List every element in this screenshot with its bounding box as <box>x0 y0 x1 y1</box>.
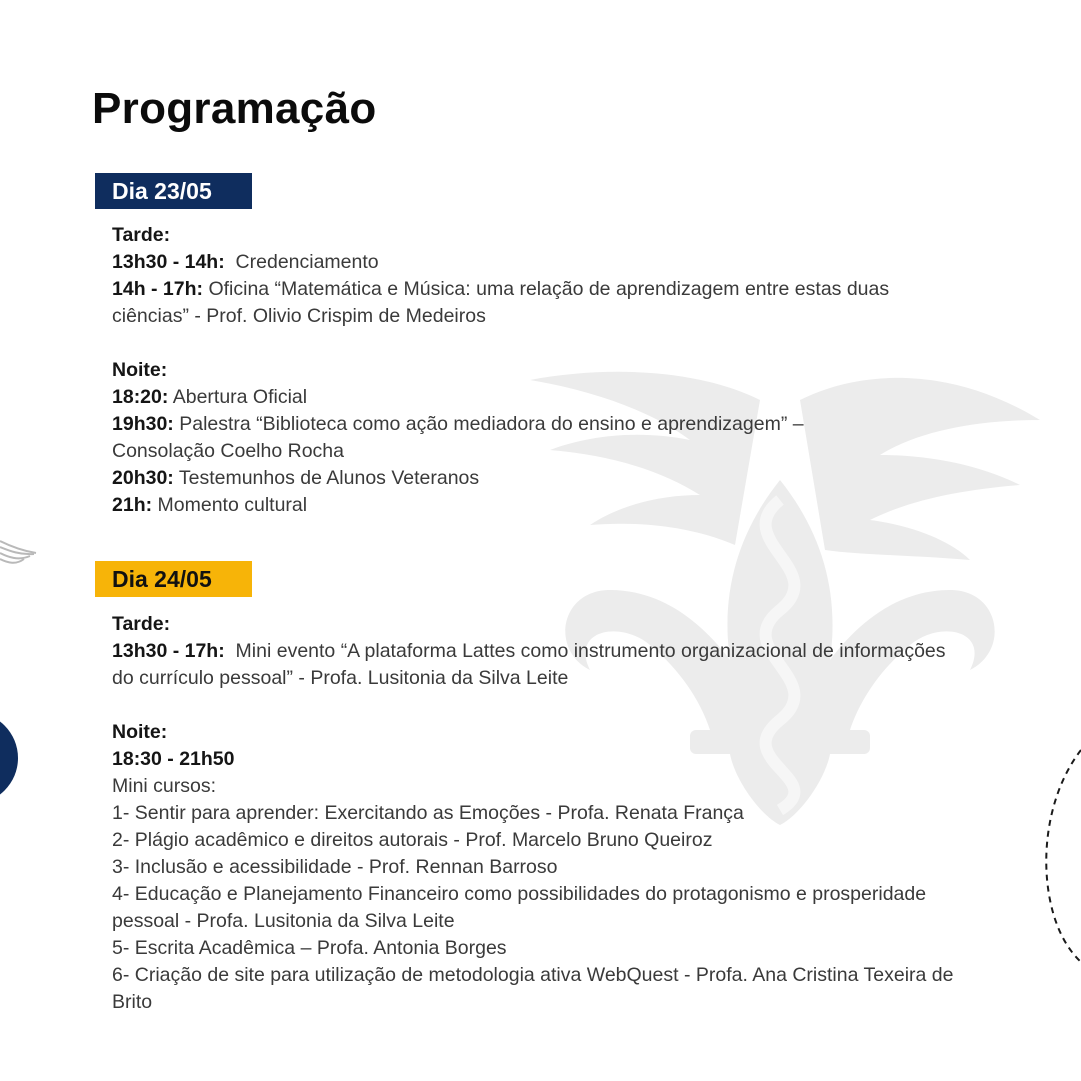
schedule-item <box>112 384 962 411</box>
day2-night-section <box>112 719 962 1016</box>
course-item: 4- Educação e Planejamento Financeiro como possibilidades do protagonismo e prosperidade pessoal - Profa. Lusitonia da Silva Leite <box>112 883 927 932</box>
day1-afternoon-section <box>112 222 962 330</box>
schedule-time: 13h30 - 17h: <box>112 640 225 662</box>
schedule-item <box>112 276 962 330</box>
schedule-time: 19h30: <box>112 413 174 435</box>
day2-afternoon-section <box>112 611 962 692</box>
day-badge-1: Dia 23/05 <box>95 173 252 209</box>
schedule-item <box>112 411 902 465</box>
schedule-time: 14h - 17h: <box>112 278 204 300</box>
wing-icon <box>0 535 40 575</box>
courses-intro: Mini cursos: <box>112 775 217 797</box>
schedule-item <box>112 465 962 492</box>
schedule-time: 13h30 - 14h: <box>112 251 225 273</box>
schedule-time: 21h: <box>112 494 153 516</box>
schedule-text: Testemunhos de Alunos Veteranos <box>173 467 480 489</box>
schedule-text: Abertura Oficial <box>168 386 308 408</box>
course-item: 2- Plágio acadêmico e direitos autorais - Prof. Marcelo Bruno Queiroz <box>112 829 713 851</box>
page-title: Programação <box>92 84 377 133</box>
navy-circle-icon <box>0 712 18 804</box>
course-item: 5- Escrita Acadêmica – Profa. Antonia Borges <box>112 937 507 959</box>
schedule-item <box>112 249 962 276</box>
schedule-text: Credenciamento <box>224 251 379 273</box>
period-heading: Noite: <box>112 721 168 743</box>
course-item: 1- Sentir para aprender: Exercitando as Emoções - Profa. Renata França <box>112 802 744 824</box>
schedule-item <box>112 492 962 519</box>
schedule-text: Oficina “Matemática e Música: uma relação de aprendizagem entre estas duas ciências” - Prof. Olivio Crispim de Medeiros <box>112 278 890 327</box>
day-badge-2: Dia 24/05 <box>95 561 252 597</box>
course-item: 3- Inclusão e acessibilidade - Prof. Rennan Barroso <box>112 856 558 878</box>
dashed-arc-icon <box>1040 740 1081 970</box>
schedule-text: Palestra “Biblioteca como ação mediadora do ensino e aprendizagem” – Consolação Coelho Rocha <box>112 413 804 462</box>
course-item: 6- Criação de site para utilização de metodologia ativa WebQuest - Profa. Ana Cristina Texeira de Brito <box>112 964 954 1013</box>
period-heading: Tarde: <box>112 224 171 246</box>
schedule-time: 20h30: <box>112 467 174 489</box>
schedule-text: Momento cultural <box>152 494 308 516</box>
period-heading: Tarde: <box>112 613 171 635</box>
schedule-time: 18:30 - 21h50 <box>112 748 235 770</box>
schedule-text: Mini evento “A plataforma Lattes como instrumento organizacional de informações do currículo pessoal” - Profa. Lusitonia da Silva Leite <box>112 640 951 689</box>
day1-night-section <box>112 357 962 519</box>
schedule-item <box>112 638 962 692</box>
schedule-time: 18:20: <box>112 386 169 408</box>
period-heading: Noite: <box>112 359 168 381</box>
